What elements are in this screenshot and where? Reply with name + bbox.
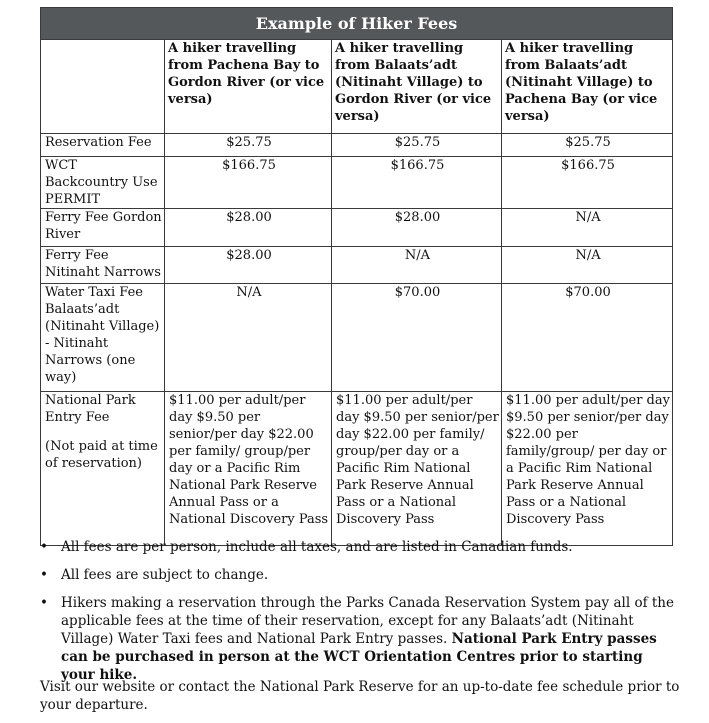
table-row xyxy=(41,134,673,157)
row-label-ferry-gordon: Ferry Fee Gordon River xyxy=(41,209,165,247)
table-title: Example of Hiker Fees xyxy=(41,8,673,40)
column-header-balaatsadt-pachena: A hiker travelling from Balaats’adt (Nitinaht Village) to Pachena Bay (or vice versa) xyxy=(502,40,673,134)
table-cell: N/A xyxy=(165,284,332,392)
table-cell: $166.75 xyxy=(332,157,502,209)
table-cell: $28.00 xyxy=(165,209,332,247)
table-cell: $11.00 per adult/per day $9.50 per senior/per day $22.00 per family/group/ per day or a Pacific Rim National Park Reserve Annual Pass or a National Discovery Pass xyxy=(502,392,673,546)
bullet-icon: • xyxy=(40,567,48,583)
note-text: Hikers making a reservation through the Parks Canada Reservation System pay all of the applicable fees at the time of their reservation, except for any Balaats’adt (Nitinaht Village) Water Taxi fees and National Park Entry passes. xyxy=(61,595,674,647)
table-header-row xyxy=(41,40,673,134)
table-cell: $28.00 xyxy=(165,247,332,284)
table-cell: $11.00 per adult/per day $9.50 per senior/per day $22.00 per family/ group/per day or a Pacific Rim National Park Reserve Annual Pass or a National Discovery Pass xyxy=(165,392,332,546)
park-entry-note: (Not paid at time of reservation) xyxy=(45,439,158,471)
row-label-park-entry xyxy=(41,392,165,546)
hiker-fees-table xyxy=(40,7,673,546)
row-label-backcountry-permit: WCT Backcountry Use PERMIT xyxy=(41,157,165,209)
footer-text: Visit our website or contact the National Park Reserve for an up-to-date fee schedule prior to your departure. xyxy=(40,679,680,713)
row-label-ferry-nitinaht: Ferry Fee Nitinaht Narrows xyxy=(41,247,165,284)
table-cell: $25.75 xyxy=(502,134,673,157)
row-label-reservation-fee: Reservation Fee xyxy=(41,134,165,157)
row-label-water-taxi: Water Taxi Fee Balaats’adt (Nitinaht Village) - Nitinaht Narrows (one way) xyxy=(41,284,165,392)
note-text: All fees are per person, include all taxes, and are listed in Canadian funds. xyxy=(61,539,573,555)
table-cell: N/A xyxy=(332,247,502,284)
list-item xyxy=(40,594,680,684)
table-cell: N/A xyxy=(502,247,673,284)
bullet-icon: • xyxy=(40,539,48,555)
notes-list xyxy=(40,538,680,694)
column-header-balaatsadt-gordon: A hiker travelling from Balaats’adt (Nitinaht Village) to Gordon River (or vice versa) xyxy=(332,40,502,134)
table-cell: N/A xyxy=(502,209,673,247)
table-cell: $70.00 xyxy=(502,284,673,392)
table-row xyxy=(41,284,673,392)
table-row xyxy=(41,392,673,546)
table-cell: $25.75 xyxy=(165,134,332,157)
table-row xyxy=(41,247,673,284)
table-row xyxy=(41,157,673,209)
park-entry-label: National Park Entry Fee xyxy=(45,393,136,425)
table-title-row xyxy=(41,8,673,40)
table-cell: $166.75 xyxy=(502,157,673,209)
list-item xyxy=(40,566,680,584)
header-empty-cell xyxy=(41,40,165,134)
table-cell: $25.75 xyxy=(332,134,502,157)
table-cell: $11.00 per adult/per day $9.50 per senior/per day $22.00 per family/ group/per day or a Pacific Rim National Park Reserve Annual Pass or a National Discovery Pass xyxy=(332,392,502,546)
note-emphasis: National Park Entry passes can be purchased in person at the WCT Orientation Centres prior to starting your hike. xyxy=(61,631,657,683)
table-cell: $28.00 xyxy=(332,209,502,247)
bullet-icon: • xyxy=(40,595,48,611)
note-text: All fees are subject to change. xyxy=(61,567,269,583)
table-row xyxy=(41,209,673,247)
column-header-pachena-gordon: A hiker travelling from Pachena Bay to Gordon River (or vice versa) xyxy=(165,40,332,134)
table-cell: $166.75 xyxy=(165,157,332,209)
list-item xyxy=(40,538,680,556)
table-cell: $70.00 xyxy=(332,284,502,392)
